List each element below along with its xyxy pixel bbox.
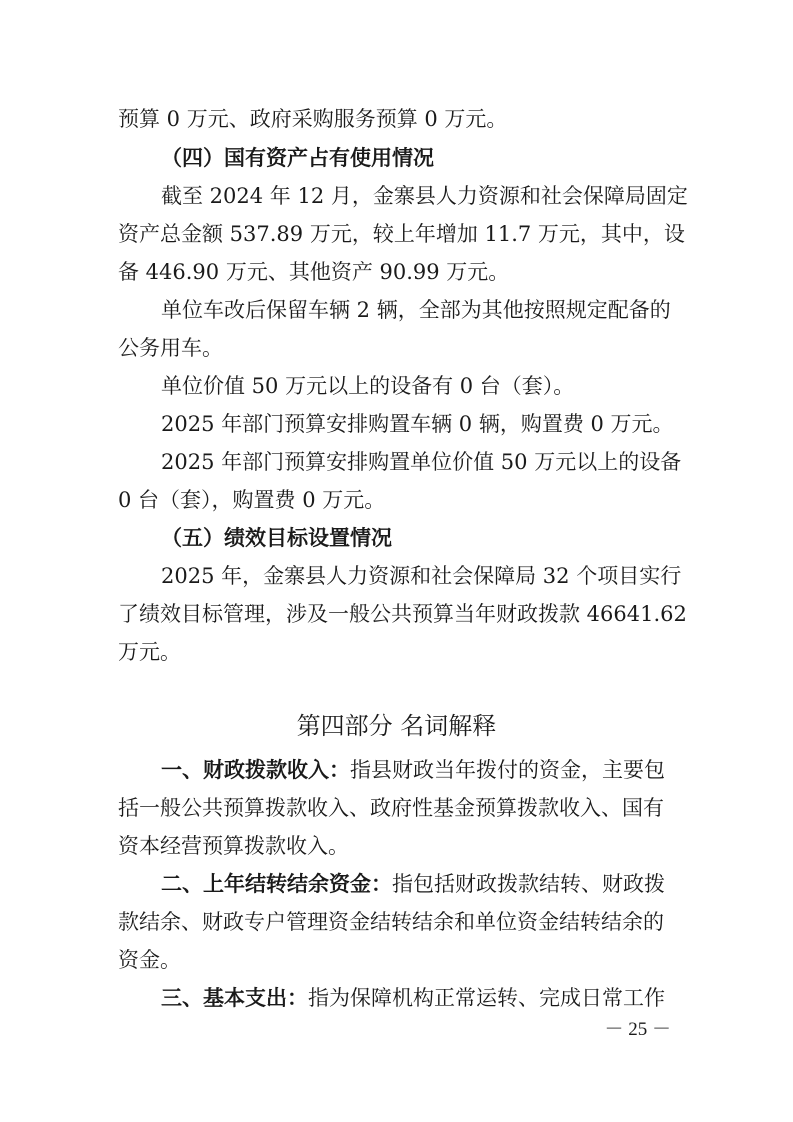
definition-line <box>161 979 721 1017</box>
section-heading-4: （四）国有资产占有使用情况 <box>161 145 434 170</box>
definition-text: 指县财政当年拨付的资金，主要包 <box>350 758 665 782</box>
definition-line <box>161 865 721 903</box>
definition-term: 三、基本支出： <box>161 986 308 1010</box>
page-number: － 25 － <box>604 1019 671 1040</box>
definition-term: 二、上年结转结余资金： <box>161 872 392 896</box>
text-line: 2025 年部门预算安排购置车辆 0 辆，购置费 0 万元。 <box>161 412 674 436</box>
definition-term: 一、财政拨款收入： <box>161 758 350 782</box>
text-line: 括一般公共预算拨款收入、政府性基金预算拨款收入、国有 <box>118 796 664 820</box>
text-line: 万元。 <box>118 640 181 664</box>
text-line: 2025 年，金寨县人力资源和社会保障局 32 个项目实行 <box>161 564 682 588</box>
text-line: 2025 年部门预算安排购置单位价值 50 万元以上的设备 <box>161 450 682 474</box>
text-line: 公务用车。 <box>118 336 223 360</box>
section-heading-5: （五）绩效目标设置情况 <box>161 525 392 550</box>
text-line: 资产总金额 537.89 万元，较上年增加 11.7 万元，其中，设 <box>118 222 685 246</box>
part-title: 第四部分 名词解释 <box>296 712 497 740</box>
definition-text: 指为保障机构正常运转、完成日常工作 <box>308 986 665 1010</box>
text-line: 单位价值 50 万元以上的设备有 0 台（套）。 <box>161 374 575 398</box>
text-line: 单位车改后保留车辆 2 辆，全部为其他按照规定配备的 <box>161 298 671 322</box>
text-line: 预算 0 万元、政府采购服务预算 0 万元。 <box>118 107 508 131</box>
text-line: 资本经营预算拨款收入。 <box>118 834 349 858</box>
text-line: 截至 2024 年 12 月，金寨县人力资源和社会保障局固定 <box>161 184 688 208</box>
text-line: 0 台（套），购置费 0 万元。 <box>118 488 386 512</box>
definition-line <box>161 751 721 789</box>
text-line: 资金。 <box>118 948 181 972</box>
text-line: 了绩效目标管理，涉及一般公共预算当年财政拨款 46641.62 <box>118 602 687 626</box>
definition-text: 指包括财政拨款结转、财政拨 <box>392 872 665 896</box>
text-line: 备 446.90 万元、其他资产 90.99 万元。 <box>118 260 510 284</box>
text-line: 款结余、财政专户管理资金结转结余和单位资金结转结余的 <box>118 910 664 934</box>
